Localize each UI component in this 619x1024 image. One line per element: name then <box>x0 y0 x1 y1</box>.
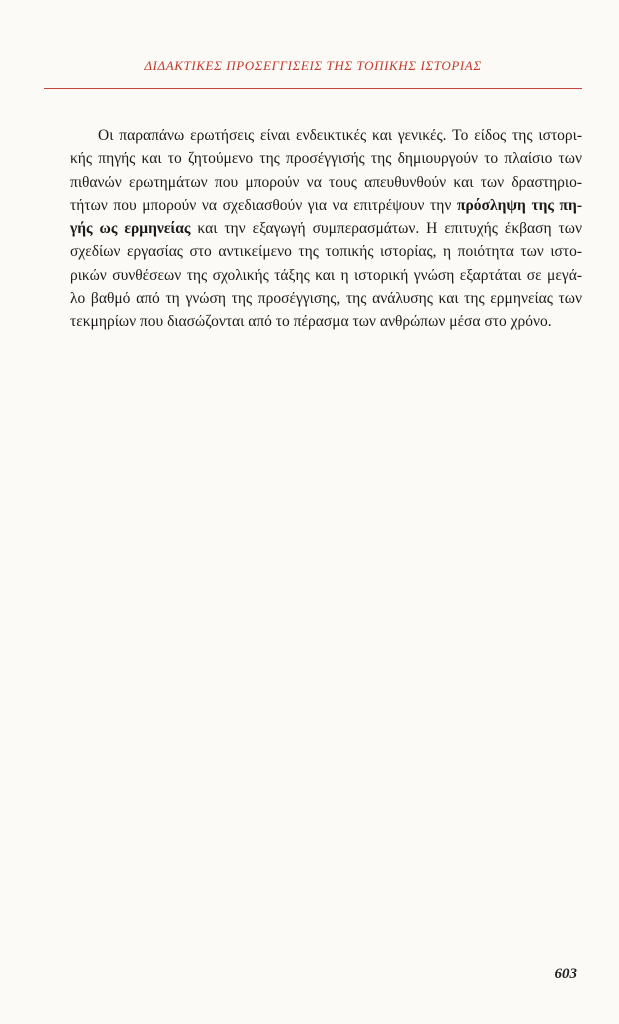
bold-term-1: πρόσληψη της πη- <box>457 196 583 214</box>
paragraph-line-8: λο βαθμό από τη γνώση της προσέγγισης, της ανάλυσης και της ερμηνείας των <box>70 290 582 308</box>
paragraph-line-1: Οι παραπάνω ερωτήσεις είναι ενδεικτικές και γενικές. Το είδος της ιστορι- <box>98 127 582 144</box>
header-rule <box>44 88 582 89</box>
running-header: ΔΙΔΑΚΤΙΚΕΣ ΠΡΟΣΕΓΓΙΣΕΙΣ ΤΗΣ ΤΟΠΙΚΗΣ ΙΣΤΟΡΙΑΣ <box>144 58 482 73</box>
paragraph-line-5 <box>70 217 582 240</box>
paragraph-line-3: πιθανών ερωτημάτων που μπορούν να τους απευθυνθούν και των δραστηριο- <box>70 173 582 191</box>
paragraph-line-2: κής πηγής και το ζητούμενο της προσέγγισής της δημιουργούν το πλαίσιο των <box>70 150 582 168</box>
paragraph-line-6: σχεδίων εργασίας στο αντικείμενο της τοπικής ιστορίας, η ποιότητα των ιστο- <box>70 243 582 261</box>
bold-term-2: γής ως ερμηνείας <box>70 220 191 238</box>
paragraph-line-4 <box>70 194 582 217</box>
paragraph-line-4-text: τήτων που μπορούν να σχεδιασθούν για να επιτρέψουν την <box>70 196 452 214</box>
page-number: 603 <box>554 966 577 982</box>
paragraph-line-7: ρικών συνθέσεων της σχολικής τάξης και η ιστορική γνώση εξαρτάται σε μεγά- <box>70 266 582 284</box>
body-paragraph <box>70 124 582 334</box>
paragraph-line-9: τεκμηρίων που διασώζονται από το πέρασμα των ανθρώπων μέσα στο χρόνο. <box>70 313 552 331</box>
paragraph-line-5-text: και την εξαγωγή συμπερασμάτων. Η επιτυχής έκβαση των <box>197 220 582 238</box>
